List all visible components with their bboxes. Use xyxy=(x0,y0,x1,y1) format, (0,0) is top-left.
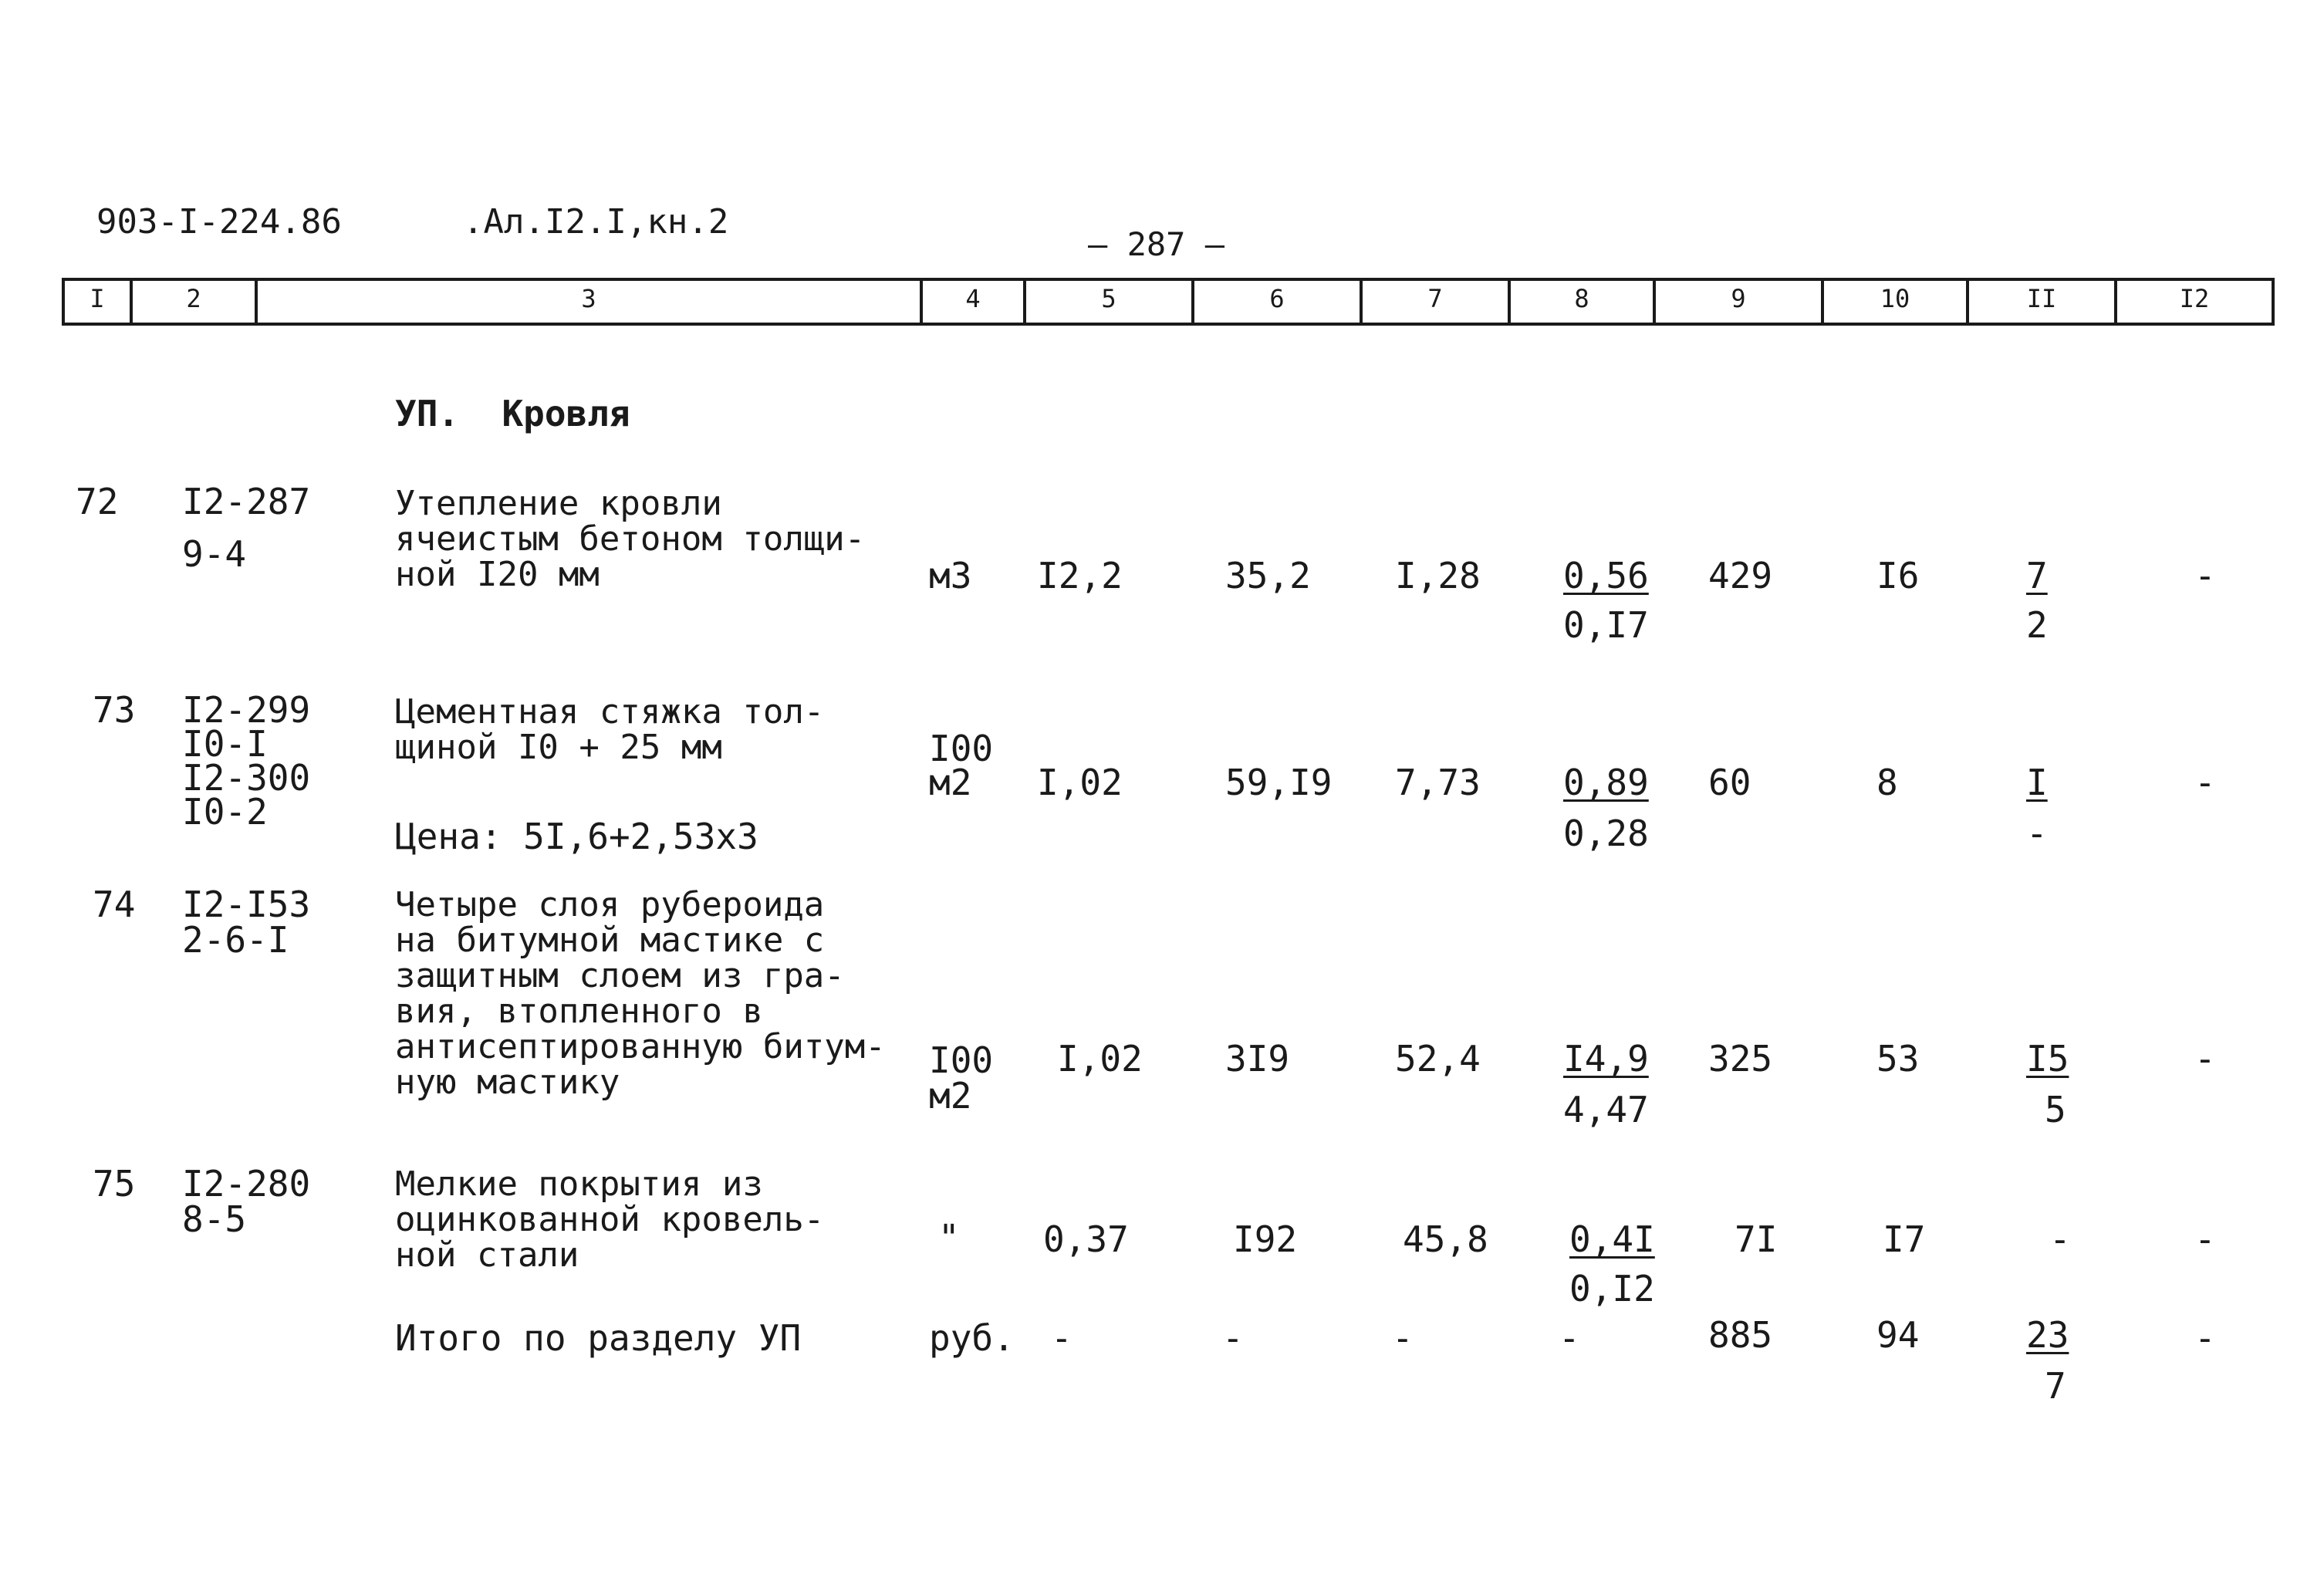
price-note: Цена: 5I,6+2,53х3 xyxy=(395,816,758,857)
col12-value: - xyxy=(2194,1038,2216,1080)
unit: I00 xyxy=(929,728,994,769)
norm-code: 9-4 xyxy=(182,533,247,575)
work-description: Утепление кровли xyxy=(395,484,722,523)
quantity: I,02 xyxy=(1037,762,1123,803)
col11-denominator: - xyxy=(2026,813,2048,854)
quantity: I2,2 xyxy=(1037,555,1123,596)
column-number: 9 xyxy=(1731,284,1746,313)
quantity: I,02 xyxy=(1057,1038,1143,1080)
section-title: УП. Кровля xyxy=(395,393,630,434)
unit: м2 xyxy=(929,762,972,803)
header-bottom-border xyxy=(62,323,2275,326)
work-description: оцинкованной кровель- xyxy=(395,1200,825,1239)
col8-denominator: 0,I7 xyxy=(1563,604,1649,646)
col12-value: - xyxy=(2194,1218,2216,1260)
total-col5: - xyxy=(1051,1317,1072,1359)
album-reference: .Ал.I2.I,кн.2 xyxy=(463,202,729,242)
unit: м3 xyxy=(929,555,972,596)
col9-value: 429 xyxy=(1708,555,1773,596)
col8-denominator: 0,28 xyxy=(1563,813,1649,854)
norm-code: I2-287 xyxy=(182,481,311,522)
work-description: на битумной мастике с xyxy=(395,921,825,960)
row-number: 73 xyxy=(93,689,136,731)
col10-value: 8 xyxy=(1876,762,1898,803)
row-number: 75 xyxy=(93,1163,136,1205)
col7-value: 52,4 xyxy=(1395,1038,1481,1080)
work-description: ной стали xyxy=(395,1235,579,1275)
column-number: 8 xyxy=(1574,284,1589,313)
page-number: — 287 — xyxy=(1088,225,1225,263)
work-description: защитным слоем из гра- xyxy=(395,956,845,995)
row-number: 72 xyxy=(76,481,119,522)
work-description: ную мастику xyxy=(395,1063,620,1102)
header-top-border xyxy=(62,278,2275,281)
total-label: Итого по разделу УП xyxy=(395,1317,802,1359)
col11-denominator: 5 xyxy=(2045,1089,2066,1130)
total-col12: - xyxy=(2194,1317,2216,1359)
col11-value: - xyxy=(2049,1218,2071,1260)
total-col11-denominator: 7 xyxy=(2045,1365,2066,1407)
work-description: вия, втопленного в xyxy=(395,992,763,1031)
col8-numerator: 0,89 xyxy=(1563,762,1649,803)
row-number: 74 xyxy=(93,884,136,925)
col8-numerator: I4,9 xyxy=(1563,1038,1649,1080)
col6-value: I92 xyxy=(1233,1218,1298,1260)
col11-numerator: 7 xyxy=(2026,555,2048,596)
col6-value: 59,I9 xyxy=(1225,762,1333,803)
col9-value: 60 xyxy=(1708,762,1751,803)
unit: м2 xyxy=(929,1075,972,1117)
col9-value: 7I xyxy=(1735,1218,1778,1260)
total-col11-numerator: 23 xyxy=(2026,1314,2069,1356)
total-unit: руб. xyxy=(929,1317,1015,1359)
col10-value: 53 xyxy=(1876,1038,1920,1080)
col10-value: I7 xyxy=(1883,1218,1926,1260)
norm-code: I2-300 xyxy=(182,757,311,799)
norm-code: I2-280 xyxy=(182,1163,311,1205)
work-description: Мелкие покрытия из xyxy=(395,1164,763,1204)
total-col10: 94 xyxy=(1876,1314,1920,1356)
norm-code: 8-5 xyxy=(182,1198,247,1240)
work-description: щиной I0 + 25 мм xyxy=(395,728,722,767)
total-col9: 885 xyxy=(1708,1314,1773,1356)
column-number: 7 xyxy=(1427,284,1443,313)
work-description: Четыре слоя рубероида xyxy=(395,885,825,924)
col9-value: 325 xyxy=(1708,1038,1773,1080)
norm-code: I0-2 xyxy=(182,791,268,833)
column-number: 4 xyxy=(965,284,981,313)
col8-numerator: 0,4I xyxy=(1569,1218,1655,1260)
column-number: I xyxy=(90,284,105,313)
col11-numerator: I5 xyxy=(2026,1038,2069,1080)
column-number: 10 xyxy=(1880,284,1910,313)
col8-numerator: 0,56 xyxy=(1563,555,1649,596)
document-code: 903-I-224.86 xyxy=(96,202,342,242)
norm-code: I0-I xyxy=(182,723,268,765)
col8-denominator: 0,I2 xyxy=(1569,1268,1655,1309)
column-number: I2 xyxy=(2179,284,2210,313)
column-number: II xyxy=(2026,284,2057,313)
total-col6: - xyxy=(1222,1317,1244,1359)
total-col7: - xyxy=(1392,1317,1414,1359)
column-divider xyxy=(2272,278,2275,326)
col7-value: 45,8 xyxy=(1403,1218,1488,1260)
work-description: Цементная стяжка тол- xyxy=(395,692,825,732)
quantity: 0,37 xyxy=(1043,1218,1129,1260)
col12-value: - xyxy=(2194,762,2216,803)
work-description: ячеистым бетоном толщи- xyxy=(395,519,866,559)
norm-code: 2-6-I xyxy=(182,919,289,961)
col10-value: I6 xyxy=(1876,555,1920,596)
col7-value: I,28 xyxy=(1395,555,1481,596)
col12-value: - xyxy=(2194,555,2216,596)
total-col8: - xyxy=(1559,1317,1580,1359)
unit: I00 xyxy=(929,1039,994,1081)
norm-code: I2-299 xyxy=(182,689,311,731)
col6-value: 35,2 xyxy=(1225,555,1311,596)
work-description: антисептированную битум- xyxy=(395,1027,886,1066)
column-number: 3 xyxy=(581,284,596,313)
unit: " xyxy=(938,1217,960,1259)
col6-value: 3I9 xyxy=(1225,1038,1290,1080)
col7-value: 7,73 xyxy=(1395,762,1481,803)
column-number: 5 xyxy=(1101,284,1116,313)
column-number: 6 xyxy=(1269,284,1285,313)
col11-denominator: 2 xyxy=(2026,604,2048,646)
col8-denominator: 4,47 xyxy=(1563,1089,1649,1130)
column-number: 2 xyxy=(186,284,201,313)
work-description: ной I20 мм xyxy=(395,555,600,594)
col11-numerator: I xyxy=(2026,762,2048,803)
norm-code: I2-I53 xyxy=(182,884,311,925)
